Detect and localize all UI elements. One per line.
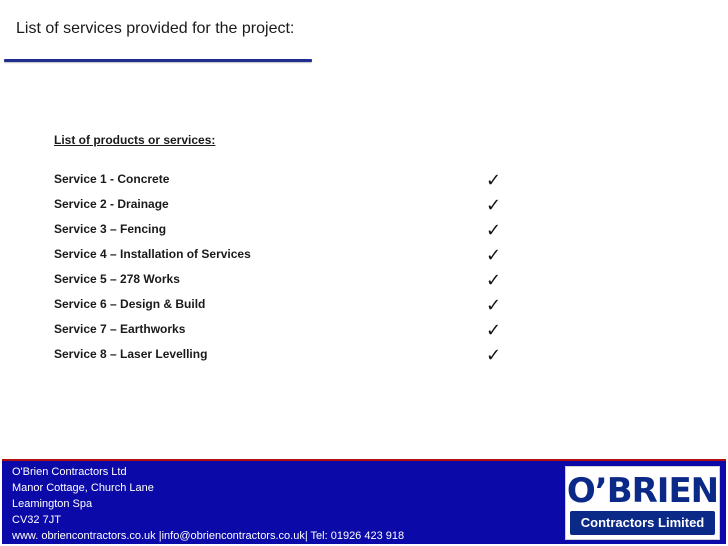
contact-line: www. obriencontractors.co.uk |info@obriencontractors.co.uk| Tel: 01926 423 918 [12, 530, 405, 542]
company-logo [565, 466, 720, 540]
checkmark-icon: ✓ [486, 195, 502, 216]
checkmark-icon: ✓ [486, 270, 502, 291]
service-row [54, 270, 514, 295]
service-label: Service 3 – Fencing [54, 222, 167, 236]
service-label: Service 6 – Design & Build [54, 297, 206, 311]
service-row [54, 320, 514, 345]
checkmark-icon: ✓ [486, 295, 502, 316]
title-underline [4, 59, 312, 62]
service-row [54, 170, 514, 195]
logo-name: O’BRIEN [566, 471, 719, 511]
service-label: Service 5 – 278 Works [54, 272, 180, 286]
checkmark-icon: ✓ [486, 320, 502, 341]
service-row [54, 195, 514, 220]
footer-contact-block [12, 464, 404, 544]
checkmark-icon: ✓ [486, 220, 502, 241]
checkmark-icon: ✓ [486, 170, 502, 191]
service-list [54, 170, 514, 370]
service-row [54, 345, 514, 370]
page-title: List of services provided for the project: [16, 20, 295, 37]
service-row [54, 245, 514, 270]
service-label: Service 2 - Drainage [54, 197, 169, 211]
address-line: Leamington Spa [12, 498, 93, 510]
logo-subtitle: Contractors Limited [570, 511, 715, 535]
postcode: CV32 7JT [12, 514, 61, 526]
checkmark-icon: ✓ [486, 345, 502, 366]
company-name: O'Brien Contractors Ltd [12, 466, 127, 478]
service-label: Service 7 – Earthworks [54, 322, 186, 336]
address-line: Manor Cottage, Church Lane [12, 482, 154, 494]
service-row [54, 295, 514, 320]
checkmark-icon: ✓ [486, 245, 502, 266]
service-label: Service 4 – Installation of Services [54, 247, 251, 261]
service-label: Service 8 – Laser Levelling [54, 347, 208, 361]
service-row [54, 220, 514, 245]
footer-banner [2, 459, 726, 544]
list-heading: List of products or services: [54, 133, 216, 147]
service-label: Service 1 - Concrete [54, 172, 170, 186]
